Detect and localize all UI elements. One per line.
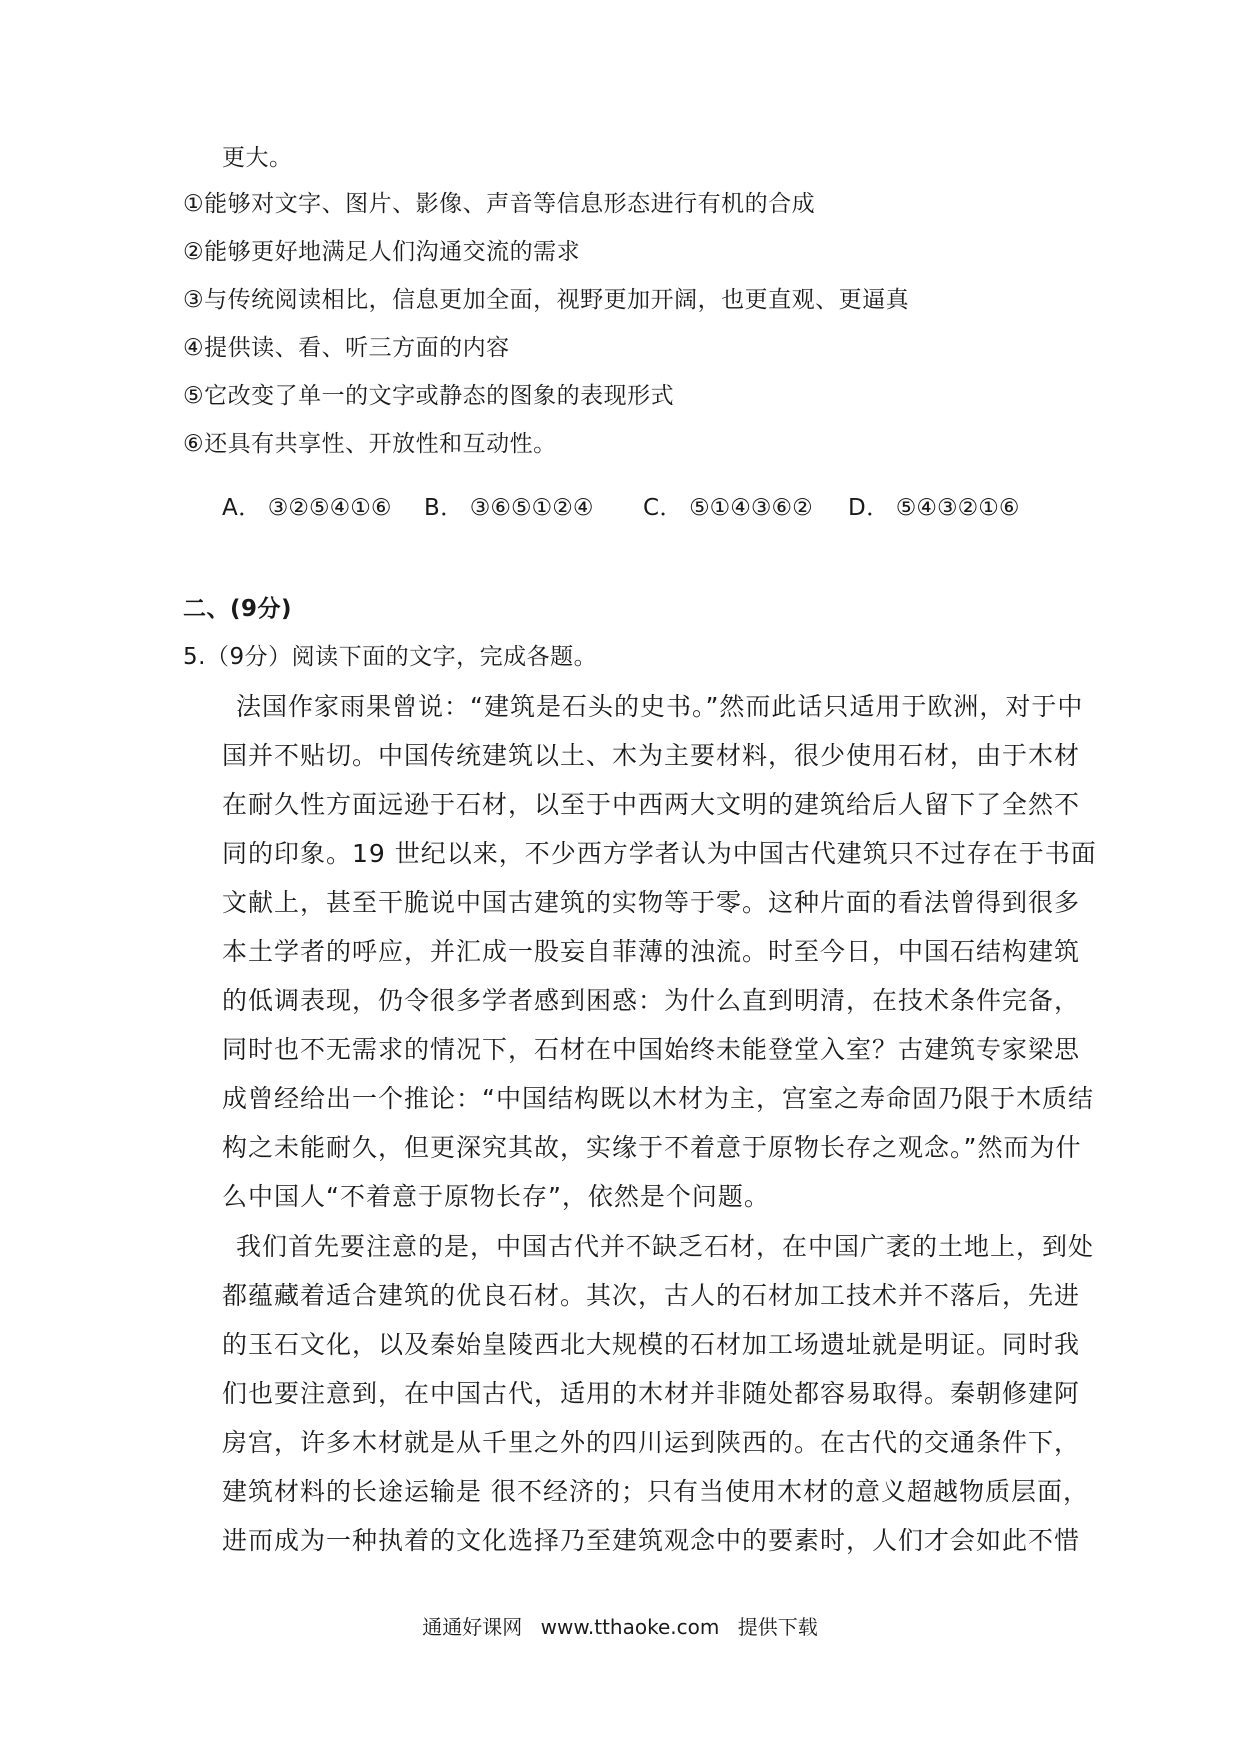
paragraph-line: 房宫，许多木材就是从千里之外的四川运到陕西的。在古代的交通条件下， [222, 1428, 1081, 1457]
footer-site-name: 通通好课网 [422, 1615, 523, 1639]
option-d-letter: D． [848, 495, 890, 521]
paragraph-line: 的玉石文化，以及秦始皇陵西北大规模的石材加工场遗址就是明证。同时我 [222, 1330, 1081, 1359]
option-c-letter: C． [643, 495, 684, 521]
option-a [222, 491, 391, 525]
statement-3: ③与传统阅读相比，信息更加全面，视野更加开阔，也更直观、更逼真 [183, 287, 910, 313]
statement-2: ②能够更好地满足人们沟通交流的需求 [183, 239, 581, 265]
question-header: 5.（9分）阅读下面的文字，完成各题。 [183, 644, 598, 670]
paragraph-line: 都蕴藏着适合建筑的优良石材。其次，古人的石材加工技术并不落后，先进 [222, 1281, 1081, 1310]
footer-action: 提供下载 [737, 1615, 818, 1639]
paragraph-line: 本土学者的呼应，并汇成一股妄自菲薄的浊流。时至今日，中国石结构建筑 [222, 937, 1081, 966]
option-b [424, 491, 594, 525]
paragraph-line: 建筑材料的长途运输是 很不经济的；只有当使用木材的意义超越物质层面， [222, 1477, 1089, 1506]
paragraph-line: 在耐久性方面远逊于石材，以至于中西两大文明的建筑给后人留下了全然不 [222, 790, 1081, 819]
paragraph-line: 进而成为一种执着的文化选择乃至建筑观念中的要素时，人们才会如此不惜 [222, 1526, 1081, 1555]
statement-4: ④提供读、看、听三方面的内容 [183, 335, 510, 361]
paragraph-line: 同的印象。19 世纪以来，不少西方学者认为中国古代建筑只不过存在于书面 [222, 839, 1097, 868]
paragraph-line: 么中国人“不着意于原物长存”，依然是个问题。 [222, 1182, 770, 1211]
section-heading: 二、(9分) [183, 596, 293, 622]
paragraph-line: 法国作家雨果曾说：“建筑是石头的史书。”然而此话只适用于欧洲，对于中 [236, 692, 1084, 721]
paragraph-line: 构之未能耐久，但更深究其故，实缘于不着意于原物长存之观念。”然而为什 [222, 1133, 1082, 1162]
option-a-letter: A． [222, 495, 262, 521]
page-footer [0, 1612, 1240, 1642]
statement-1: ①能够对文字、图片、影像、声音等信息形态进行有机的合成 [183, 191, 816, 217]
option-a-sequence: ③②⑤④①⑥ [267, 495, 392, 521]
statement-6: ⑥还具有共享性、开放性和互动性。 [183, 431, 557, 457]
paragraph-line: 的低调表现，仍令很多学者感到困惑：为什么直到明清，在技术条件完备， [222, 986, 1081, 1015]
option-d [848, 491, 1019, 525]
option-b-sequence: ③⑥⑤①②④ [469, 495, 594, 521]
paragraph-line: 同时也不无需求的情况下，石材在中国始终未能登堂入室？古建筑专家梁思 [222, 1035, 1081, 1064]
paragraph-line: 成曾经给出一个推论：“中国结构既以木材为主，宫室之寿命固乃限于木质结 [222, 1084, 1094, 1113]
top-fragment: 更大。 [222, 145, 293, 171]
paragraph-line: 们也要注意到，在中国古代，适用的木材并非随处都容易取得。秦朝修建阿 [222, 1379, 1081, 1408]
option-b-letter: B． [424, 495, 464, 521]
paragraph-line: 国并不贴切。中国传统建筑以土、木为主要材料，很少使用石材，由于木材 [222, 741, 1081, 770]
footer-url-link[interactable]: www.tthaoke.com [540, 1615, 720, 1639]
option-c [643, 491, 813, 525]
paragraph-line: 我们首先要注意的是，中国古代并不缺乏石材，在中国广袤的土地上，到处 [236, 1232, 1095, 1261]
statement-5: ⑤它改变了单一的文字或静态的图象的表现形式 [183, 383, 675, 409]
option-d-sequence: ⑤④③②①⑥ [895, 495, 1020, 521]
paragraph-line: 文献上，甚至干脆说中国古建筑的实物等于零。这种片面的看法曾得到很多 [222, 888, 1081, 917]
option-c-sequence: ⑤①④③⑥② [689, 495, 813, 521]
